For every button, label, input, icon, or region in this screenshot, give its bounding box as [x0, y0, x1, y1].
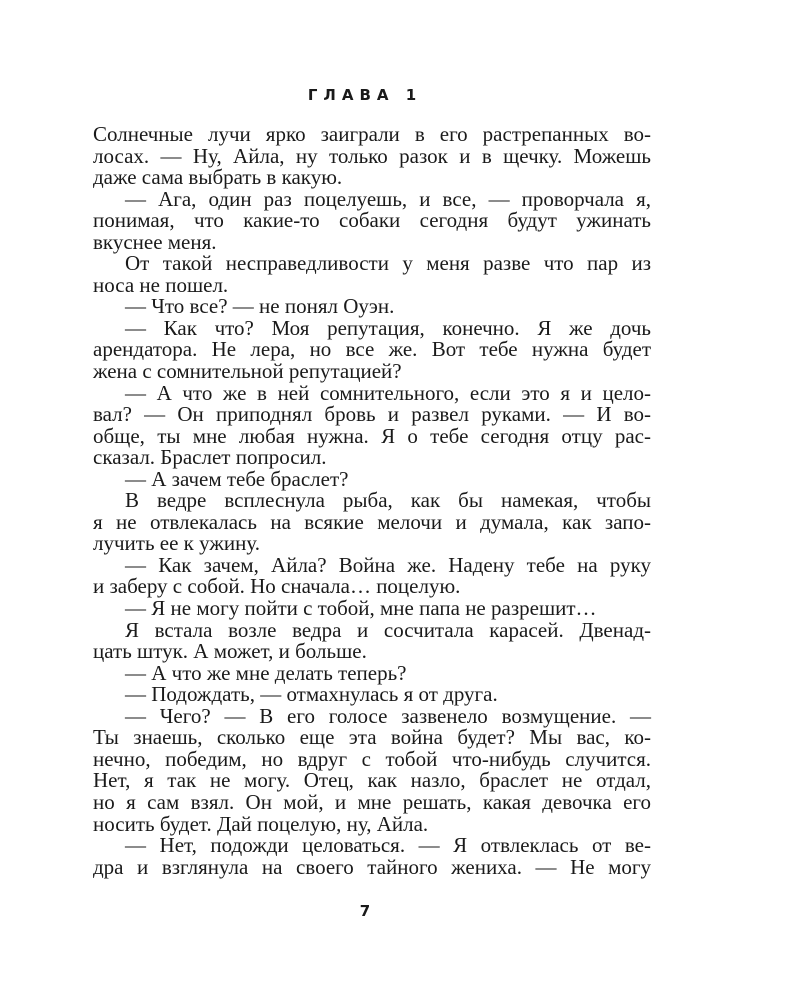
text-line: От такой несправедливости у меня разве что пар из — [125, 251, 651, 276]
text-line: Нет, я так не могу. Отец, как назло, браслет не отдал, — [93, 768, 651, 793]
text-line: сказал. Браслет попросил. — [93, 445, 327, 470]
text-line: лучить ее к ужину. — [93, 531, 260, 556]
text-line: обще, ты мне любая нужна. Я о тебе сегодня отцу рас- — [93, 423, 651, 448]
text-line: арендатора. Не лера, но все же. Вот тебе нужна будет — [93, 337, 651, 362]
text-line: носить будет. Дай поцелую, ну, Айла. — [93, 811, 429, 836]
text-line: — Нет, подожди целоваться. — Я отвлеклась от ве- — [125, 833, 651, 858]
text-line: Ты знаешь, сколько еще эта война будет? Мы вас, ко- — [93, 725, 651, 750]
text-line: цать штук. А может, и больше. — [93, 639, 367, 664]
text-line: — А что же в ней сомнительного, если это я и цело- — [125, 380, 651, 405]
text-line: — Подождать, — отмахнулась я от друга. — [125, 682, 498, 707]
text-line: носа не пошел. — [93, 272, 229, 297]
text-line: Солнечные лучи ярко заиграли в его растрепанных во- — [93, 122, 651, 146]
text-line: — А зачем тебе браслет? — [125, 466, 349, 491]
text-line: — А что же мне делать теперь? — [125, 660, 407, 685]
page-number: 7 — [359, 902, 371, 920]
text-line: понимая, что какие-то собаки сегодня будут ужинать — [93, 208, 651, 233]
text-line: вкуснее меня. — [93, 229, 217, 254]
text-line: вал? — Он приподнял бровь и развел руками. — И во- — [93, 402, 651, 427]
text-line: но я сам взял. Он мой, и мне решать, какая девочка его — [93, 789, 651, 814]
text-line: я не отвлекалась на всякие мелочи и думала, как запо- — [93, 509, 651, 534]
text-line: — Ага, один раз поцелуешь, и все, — проворчала я, — [125, 186, 651, 211]
text-line: и заберу с собой. Но сначала… поцелую. — [93, 574, 461, 599]
text-line: Я встала возле ведра и сосчитала карасей. Двенад- — [125, 617, 651, 642]
text-line: жена с сомнительной репутацией? — [93, 359, 402, 384]
text-line: дра и взглянула на своего тайного жениха. — Не могу — [93, 854, 651, 879]
chapter-title: ГЛАВА 1 — [307, 86, 423, 104]
text-line: нечно, победим, но вдруг с тобой что-нибудь случится. — [93, 746, 651, 771]
text-line: — Чего? — В его голосе зазвенело возмущение. — — [125, 703, 651, 728]
text-line: — Как что? Моя репутация, конечно. Я же дочь — [125, 315, 651, 340]
text-line: В ведре всплеснула рыба, как бы намекая, чтобы — [125, 488, 651, 513]
text-line: — Как зачем, Айла? Война же. Надену тебе на руку — [125, 552, 651, 577]
body-text — [93, 124, 651, 878]
text-line: — Я не могу пойти с тобой, мне папа не разрешит… — [125, 596, 597, 621]
text-line: даже сама выбрать в какую. — [93, 165, 343, 190]
text-line: — Что все? — не понял Оуэн. — [125, 294, 395, 319]
text-line: лосах. — Ну, Айла, ну только разок и в щечку. Можешь — [93, 143, 651, 168]
